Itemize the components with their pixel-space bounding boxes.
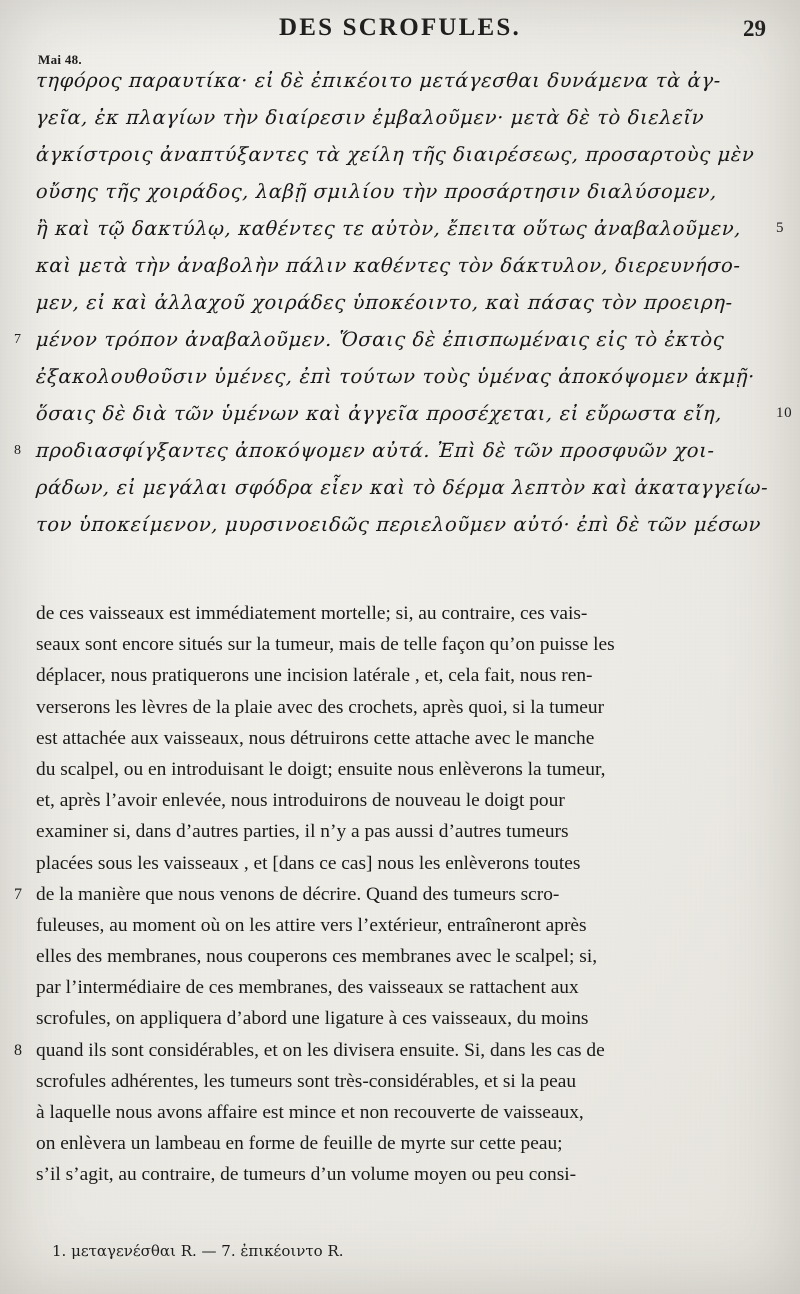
greek-line-text: ὅσαις δὲ διὰ τῶν ὑμένων καὶ ἀγγεῖα προσέχεται, εἰ εὔρωστα εἴη, <box>35 402 723 425</box>
french-line-text: scrofules, on appliquera d’abord une ligature à ces vaisseaux, du moins <box>36 1008 589 1030</box>
french-line <box>36 1159 752 1190</box>
french-line-text: quand ils sont considérables, et on les divisera ensuite. Si, dans les cas de <box>36 1039 605 1061</box>
french-line <box>36 941 752 972</box>
french-line <box>36 598 752 629</box>
greek-line-text: μεν, εἰ καὶ ἀλλαχοῦ χοιράδες ὑποκέοιντο, καὶ πάσας τὸν προειρη- <box>35 291 734 314</box>
french-line-text: par l’intermédiaire de ces membranes, des vaisseaux se rattachent aux <box>36 977 579 999</box>
french-line-text: s’il s’agit, au contraire, de tumeurs d’un volume moyen ou peu consi- <box>36 1164 577 1186</box>
french-line <box>36 785 752 816</box>
french-line <box>36 692 752 723</box>
greek-line-text: προδιασφίγξαντες ἀποκόψομεν αὐτά. Ἐπὶ δὲ τῶν προσφυῶν χοι- <box>35 439 716 462</box>
french-line <box>36 660 752 691</box>
french-line-text: seaux sont encore situés sur la tumeur, mais de telle façon qu’on puisse les <box>36 634 615 656</box>
french-line <box>36 1097 752 1128</box>
date-note: Mai 48. <box>38 52 82 67</box>
french-line-text: est attachée aux vaisseaux, nous détruirons cette attache avec le manche <box>36 727 595 749</box>
greek-line <box>14 432 736 469</box>
french-line <box>14 879 752 910</box>
greek-line <box>35 210 785 247</box>
french-line-text: de ces vaisseaux est immédiatement mortelle; si, au contraire, ces vais- <box>36 603 588 624</box>
french-line <box>36 629 752 660</box>
french-line <box>36 910 752 941</box>
line-number-right: 5 <box>776 220 785 236</box>
greek-line-text: γεῖα, ἐκ πλαγίων τὴν διαίρεσιν ἐμβαλοῦμεν· μετὰ δὲ τὸ διελεῖν <box>35 106 705 129</box>
french-line-text: scrofules adhérentes, les tumeurs sont très-considérables, et si la peau <box>36 1070 577 1092</box>
french-line-text: de la manière que nous venons de décrire. Quand des tumeurs scro- <box>36 883 560 905</box>
french-line <box>36 972 752 1003</box>
french-line <box>36 1003 752 1034</box>
french-line <box>36 723 752 754</box>
greek-line <box>36 62 736 99</box>
footnote-block <box>52 1242 752 1260</box>
french-translation-block <box>14 598 752 1191</box>
french-line-text: et, après l’avoir enlevée, nous introduirons de nouveau le doigt pour <box>36 790 565 812</box>
french-line <box>36 754 752 785</box>
greek-line <box>14 321 736 358</box>
greek-line-text: μένον τρόπον ἀναβαλοῦμεν. Ὅσαις δὲ ἐπισπωμέναις εἰς τὸ ἐκτὸς <box>35 328 725 351</box>
french-line-text: déplacer, nous pratiquerons une incision latérale , et, cela fait, nous ren- <box>36 665 593 687</box>
greek-line-text: καὶ μετὰ τὴν ἀναβολὴν πάλιν καθέντες τὸν δάκτυλον, διερευνήσο- <box>35 254 742 277</box>
greek-line-text: τον ὑποκείμενον, μυρσινοειδῶς περιελοῦμεν αὐτό· ἐπὶ δὲ τῶν μέσων <box>35 513 762 536</box>
running-title: DES SCROFULES. <box>279 14 521 41</box>
line-number-left: 7 <box>14 885 22 903</box>
line-number-left: 8 <box>14 443 22 458</box>
greek-line-text: ἀγκίστροις ἀναπτύξαντες τὰ χείλη τῆς διαιρέσεως, προσαρτοὺς μὲν <box>35 143 756 166</box>
french-line-text: du scalpel, ou en introduisant le doigt; ensuite nous enlèverons la tumeur, <box>36 758 606 780</box>
french-line-text: elles des membranes, nous couperons ces membranes avec le scalpel; si, <box>36 946 598 968</box>
greek-line-text: τηφόρος παραυτίκα· εἰ δὲ ἐπικέοιτο μετάγεσθαι δυνάμενα τὰ ἀγ- <box>35 69 722 92</box>
french-line-text: fuleuses, au moment où on les attire vers l’extérieur, entraîneront après <box>36 914 587 936</box>
greek-text-block <box>14 62 793 543</box>
french-line-text: placées sous les vaisseaux , et [dans ce cas] nous les enlèverons toutes <box>36 852 581 874</box>
french-line <box>36 1066 752 1097</box>
line-number-right: 10 <box>776 405 793 421</box>
french-line-text: à laquelle nous avons affaire est mince et non recouverte de vaisseaux, <box>36 1102 584 1123</box>
greek-line <box>36 173 736 210</box>
footnote-text: 1. μεταγενέσθαι R. — 7. ἐπικέοιντο R. <box>52 1242 344 1260</box>
greek-line-text: οὔσης τῆς χοιράδος, λαβῇ σμιλίου τὴν προσάρτησιν διαλύσομεν, <box>35 180 718 203</box>
line-number-left: 8 <box>14 1041 22 1059</box>
greek-line-text: ἐξακολουθοῦσιν ὑμένες, ἐπὶ τούτων τοὺς ὑμένας ἀποκόψομεν ἀκμῇ· <box>35 365 756 388</box>
greek-line <box>35 506 762 543</box>
french-line-text: on enlèvera un lambeau en forme de feuille de myrte sur cette peau; <box>36 1133 563 1155</box>
french-line-text: verserons les lèvres de la plaie avec des crochets, après quoi, si la tumeur <box>36 696 605 718</box>
greek-line <box>35 247 742 284</box>
page-header <box>0 8 800 48</box>
french-line <box>14 1035 752 1066</box>
greek-line <box>35 136 756 173</box>
greek-line <box>35 469 769 506</box>
french-line <box>36 848 752 879</box>
french-line-text: examiner si, dans d’autres parties, il n’y a pas aussi d’autres tumeurs <box>36 821 569 843</box>
page-number: 29 <box>743 16 766 41</box>
greek-line <box>35 395 793 432</box>
french-line <box>36 816 752 847</box>
greek-line-text: ράδων, εἰ μεγάλαι σφόδρα εἶεν καὶ τὸ δέρμα λεπτὸν καὶ ἀκαταγγείω- <box>35 476 769 499</box>
french-line <box>36 1128 752 1159</box>
line-number-left: 7 <box>14 332 22 347</box>
greek-line <box>36 99 736 136</box>
greek-line <box>36 284 736 321</box>
greek-line <box>35 358 756 395</box>
greek-line-text: ἢ καὶ τῷ δακτύλῳ, καθέντες τε αὐτὸν, ἔπειτα οὕτως ἀναβαλοῦμεν, <box>35 217 742 240</box>
